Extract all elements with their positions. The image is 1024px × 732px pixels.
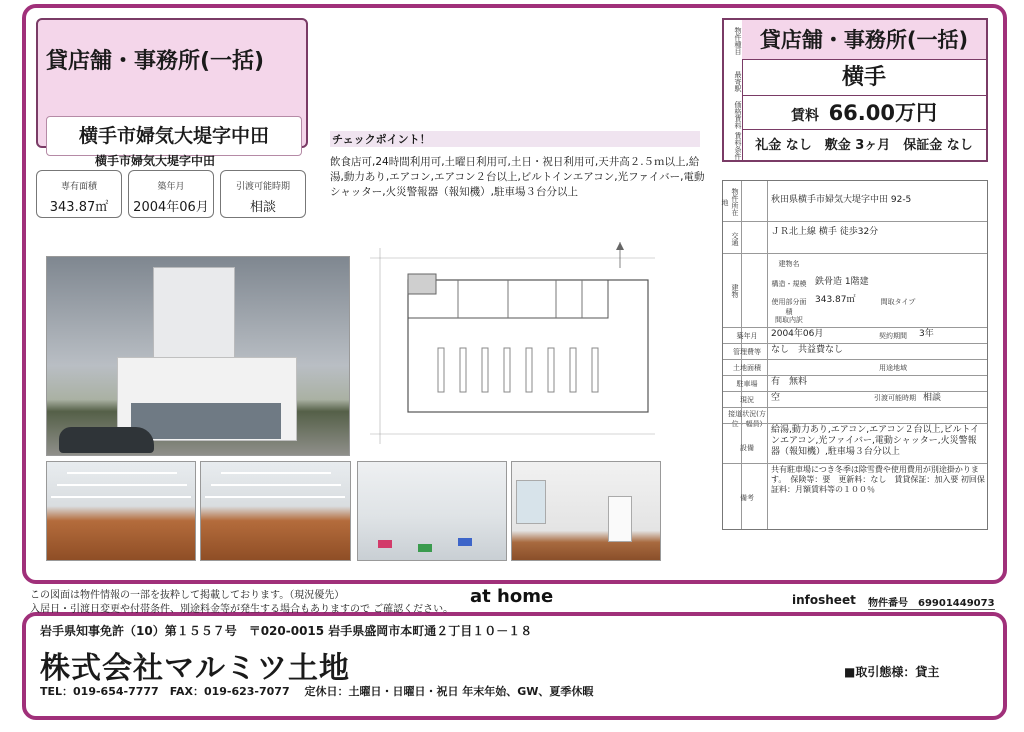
interior-photo-1 xyxy=(46,461,196,561)
interior-photo-3 xyxy=(357,461,507,561)
transit-info: ＪＲ北上線 横手 徒歩32分 xyxy=(771,227,879,237)
equipment-value: 給湯,動力あり,エアコン,エアコン２台以上,ビルトインエアコン,光ファイバー,電動シャッター,火災警報器（報知機）,駐車場３台分以上 xyxy=(771,425,980,457)
checkpoint-title: チェックポイント！ xyxy=(330,131,700,147)
exterior-photo xyxy=(46,256,350,456)
property-type-title: 貸店舗・事務所(一括) xyxy=(46,49,265,74)
management-fee: なし 共益費なし xyxy=(771,345,844,355)
contract-value: 3年 xyxy=(919,329,934,339)
handover-value: 相談 xyxy=(923,393,942,403)
fact-handover: 引渡可能時期 相談 xyxy=(220,170,306,218)
company-name: 株式会社マルミツ土地 xyxy=(40,651,350,686)
company-license: 岩手県知事免許（10）第１５５７号 〒020-0015 岩手県盛岡市本町通２丁目１０－１８ xyxy=(40,624,533,638)
interior-photo-2 xyxy=(200,461,351,561)
right-summary-box: 物件種目 貸店舗・事務所(一括) 最寄駅 横手 価格賃料 賃料 66.00万円 賃料条件 礼金 なし 敷金 3ヶ月 保証金 なし xyxy=(722,18,988,162)
disclaimer-line-2: 入居日・引渡日変更や付帯条件、別途料金等が発生する場合もありますので ご確認ください。 xyxy=(30,604,454,615)
rent-value: 66.00万円 xyxy=(828,101,937,125)
disclaimer-line-1: この図面は物件情報の一部を抜粋して掲載しております。（現況優先） xyxy=(30,590,345,601)
building-glass-front xyxy=(131,403,281,439)
company-contact: TEL：019-654-7777 FAX：019-623-7077 定休日：土曜日・日曜日・祝日 年末年始、GW、夏季休暇 xyxy=(40,685,594,698)
area-name-title: 横手市婦気大堤字中田 xyxy=(46,116,302,156)
nearest-station: 横手 xyxy=(742,60,986,96)
rent-terms: 礼金 なし 敷金 3ヶ月 保証金 なし xyxy=(755,138,973,153)
left-title-box xyxy=(36,18,308,148)
rent-row: 賃料 66.00万円 xyxy=(742,96,986,130)
infosheet-label: infosheet xyxy=(792,593,856,607)
transaction-type: ■取引態様：貸主 xyxy=(844,665,940,679)
athome-logo: at home xyxy=(470,586,554,607)
address-caption: 横手市婦気大堤字中田 xyxy=(95,154,216,168)
parked-car xyxy=(59,427,154,453)
floor-plan xyxy=(360,238,660,454)
property-address: 秋田県横手市婦気大堤字中田 92-5 xyxy=(771,195,912,205)
structure-value: 鉄骨造 1階建 xyxy=(815,277,869,287)
remarks-value: 共有駐車場につき冬季は除雪費や使用費用が別途掛かります。 保険等：要 更新料：なし 賃貸保証：加入要 初回保証料：月額賃料等の１００％ xyxy=(771,465,985,494)
fact-built: 築年月 2004年06月 xyxy=(128,170,214,218)
right-property-type: 貸店舗・事務所(一括) xyxy=(742,20,986,60)
property-number: 物件番号 69901449073 xyxy=(868,594,995,610)
area-value: 343.87㎡ xyxy=(815,295,856,305)
fact-area: 専有面積 343.87㎡ xyxy=(36,170,122,218)
built-value: 2004年06月 xyxy=(771,329,824,339)
parking-value: 有 無料 xyxy=(771,377,808,387)
status-value: 空 xyxy=(771,393,781,403)
property-info-table: 物件所在地 秋田県横手市婦気大堤字中田 92-5 交通 ＪＲ北上線 横手 徒歩32分 建物 建物名 構造・規模 鉄骨造 1階建 使用部分面積 343.87㎡ 間取タイプ 間取内訳 築年月 2004年06月 契約期間 3年 管理費等 なし 共益費なし 土地面積 用途地域 駐車場 有 無料 現況 空 引渡可能時期 相談 接道状況(方位・幅員) 設備 給湯,動力あり,エアコン,エアコン２台以上,ビルトインエアコン,光ファイバー,電動シャッター,火災警報器（報知機）,駐車場３台分以上 備考 共有駐車場につき冬季は除雪費や使用費用が別途掛かります。 保険等：要 更新料：なし 賃貸保証：加入要 初回保証料：月額賃料等の１００％ xyxy=(722,180,988,530)
checkpoint-text: 飲食店可,24時間利用可,土曜日利用可,土日・祝日利用可,天井高２.５ｍ以上,給湯,動力あり,エアコン,エアコン２台以上,ビルトインエアコン,光ファイバー,電動シャッター,火災警報器（報知機）,駐車場３台分以上 xyxy=(330,156,705,198)
interior-photo-4 xyxy=(511,461,661,561)
